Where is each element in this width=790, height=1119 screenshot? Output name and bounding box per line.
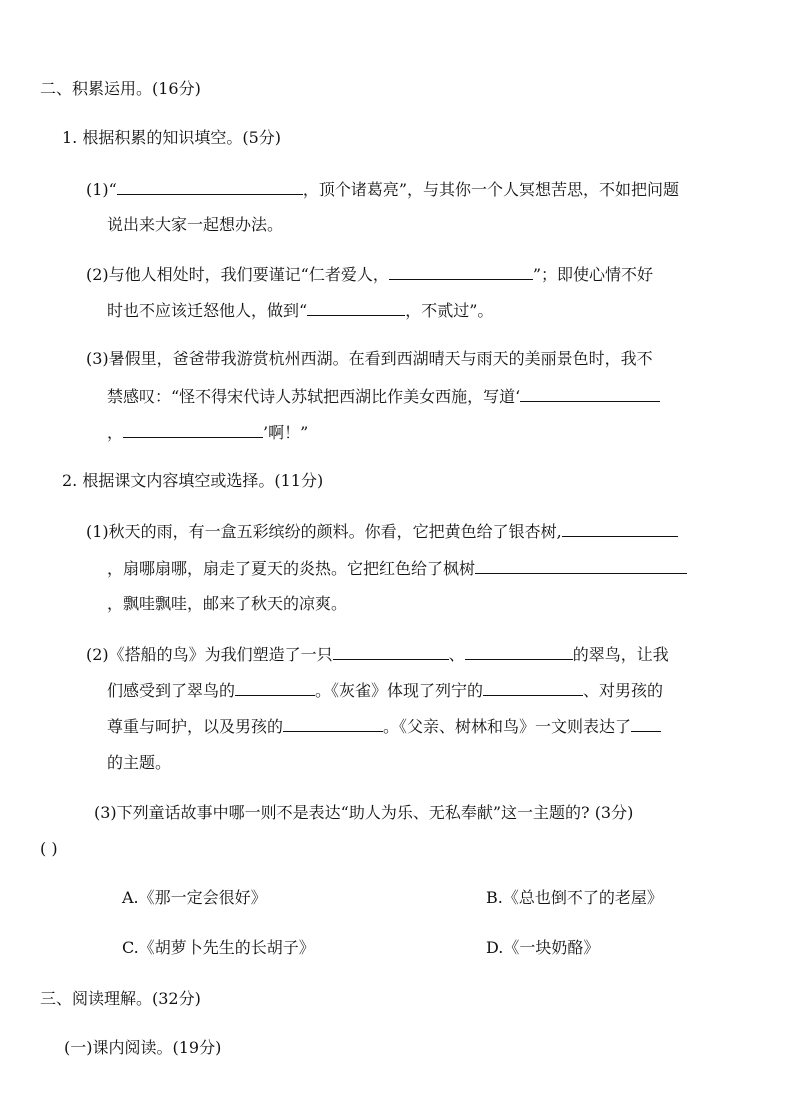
q2-item2-text-b: 、 xyxy=(448,645,465,664)
q1-item3-text-b: ， xyxy=(107,423,124,442)
q1-item3-blank-1[interactable] xyxy=(520,385,660,402)
q1-item2-line1 xyxy=(86,263,653,286)
q1-item2-text-d: ，不贰过”。 xyxy=(405,301,494,320)
q1-item3-line3 xyxy=(107,421,308,444)
q1-item2-text-b: ”；即使心情不好 xyxy=(532,265,654,284)
q2-item3-line1: (3)下列童话故事中哪一则不是表达“助人为乐、无私奉献”这一主题的? (3分) xyxy=(94,803,634,822)
section-3-sub-1: (一)课内阅读。(19分) xyxy=(64,1038,222,1057)
q2-item2-blank-6[interactable] xyxy=(631,715,661,732)
q2-item2-line1 xyxy=(86,643,669,666)
q1-item3-text-c: ’啊！” xyxy=(263,423,309,442)
q2-item2-text-f: 、对男孩的 xyxy=(583,681,664,700)
q1-item2-text-a: (2)与他人相处时，我们要谨记“仁者爱人， xyxy=(86,265,389,284)
q1-item1-text-a: (1)“ xyxy=(86,180,117,199)
q1-item1-blank[interactable] xyxy=(117,178,303,195)
q2-item2-text-c: 的翠鸟，让我 xyxy=(572,645,669,664)
q2-item2-blank-3[interactable] xyxy=(235,679,315,696)
q1-item2-text-c: 时也不应该迁怒他人，做到“ xyxy=(107,301,308,320)
q2-item2-blank-1[interactable] xyxy=(333,643,449,660)
q1-item2-blank-1[interactable] xyxy=(389,263,533,280)
q1-item3-line2 xyxy=(107,385,660,408)
option-d[interactable]: D.《一块奶酪》 xyxy=(486,938,600,957)
option-b[interactable]: B.《总也倒不了的老屋》 xyxy=(486,888,663,907)
option-c[interactable]: C.《胡萝卜先生的长胡子》 xyxy=(122,938,315,957)
q2-item1-blank-2[interactable] xyxy=(475,557,687,574)
q2-item2-line4: 的主题。 xyxy=(107,753,172,772)
q2-item1-blank-1[interactable] xyxy=(562,520,678,537)
q2-item2-text-g: 尊重与呵护，以及男孩的 xyxy=(107,717,284,736)
option-a[interactable]: A.《那一定会很好》 xyxy=(122,888,267,907)
q1-item2-line2 xyxy=(107,299,493,322)
q2-item2-blank-4[interactable] xyxy=(483,679,583,696)
q1-item3-blank-2[interactable] xyxy=(123,421,263,438)
q2-item2-line3 xyxy=(107,715,661,738)
q2-item2-blank-2[interactable] xyxy=(465,643,573,660)
q2-item1-line2 xyxy=(107,557,687,580)
section-3-heading: 三、阅读理解。(32分) xyxy=(40,989,201,1008)
section-2-heading: 二、积累运用。(16分) xyxy=(40,79,201,98)
q2-item1-line3: ，飘哇飘哇，邮来了秋天的凉爽。 xyxy=(107,594,348,613)
q1-item3-line1: (3)暑假里，爸爸带我游赏杭州西湖。在看到西湖晴天与雨天的美丽景色时，我不 xyxy=(86,349,653,368)
q2-item1-text-b: ，扇哪扇哪，扇走了夏天的炎热。它把红色给了枫树 xyxy=(107,559,476,578)
q2-item2-text-d: 们感受到了翠鸟的 xyxy=(107,681,236,700)
q1-item1-line1 xyxy=(86,178,679,201)
q1-item2-blank-2[interactable] xyxy=(307,299,405,316)
question-2-title: 2. 根据课文内容填空或选择。(11分) xyxy=(62,471,324,490)
q2-item2-line2 xyxy=(107,679,663,702)
q2-item2-blank-5[interactable] xyxy=(283,715,383,732)
q2-item3-answer-paren[interactable]: ( ) xyxy=(40,839,58,858)
q1-item1-line2: 说出来大家一起想办法。 xyxy=(107,215,284,234)
question-1-title: 1. 根据积累的知识填空。(5分) xyxy=(62,128,282,147)
q2-item2-text-e: 。《灰雀》体现了列宁的 xyxy=(315,681,484,700)
q2-item1-line1 xyxy=(86,520,678,543)
q2-item2-text-a: (2)《搭船的鸟》为我们塑造了一只 xyxy=(86,645,333,664)
q2-item1-text-a: (1)秋天的雨，有一盒五彩缤纷的颜料。你看，它把黄色给了银杏树, xyxy=(86,522,562,541)
q1-item1-text-b: ，顶个诸葛亮”，与其你一个人冥想苦思，不如把问题 xyxy=(302,180,680,199)
q2-item2-text-h: 。《父亲、树林和鸟》一文则表达了 xyxy=(383,717,632,736)
q1-item3-text-a: 禁感叹：“怪不得宋代诗人苏轼把西湖比作美女西施，写道‘ xyxy=(107,387,521,406)
